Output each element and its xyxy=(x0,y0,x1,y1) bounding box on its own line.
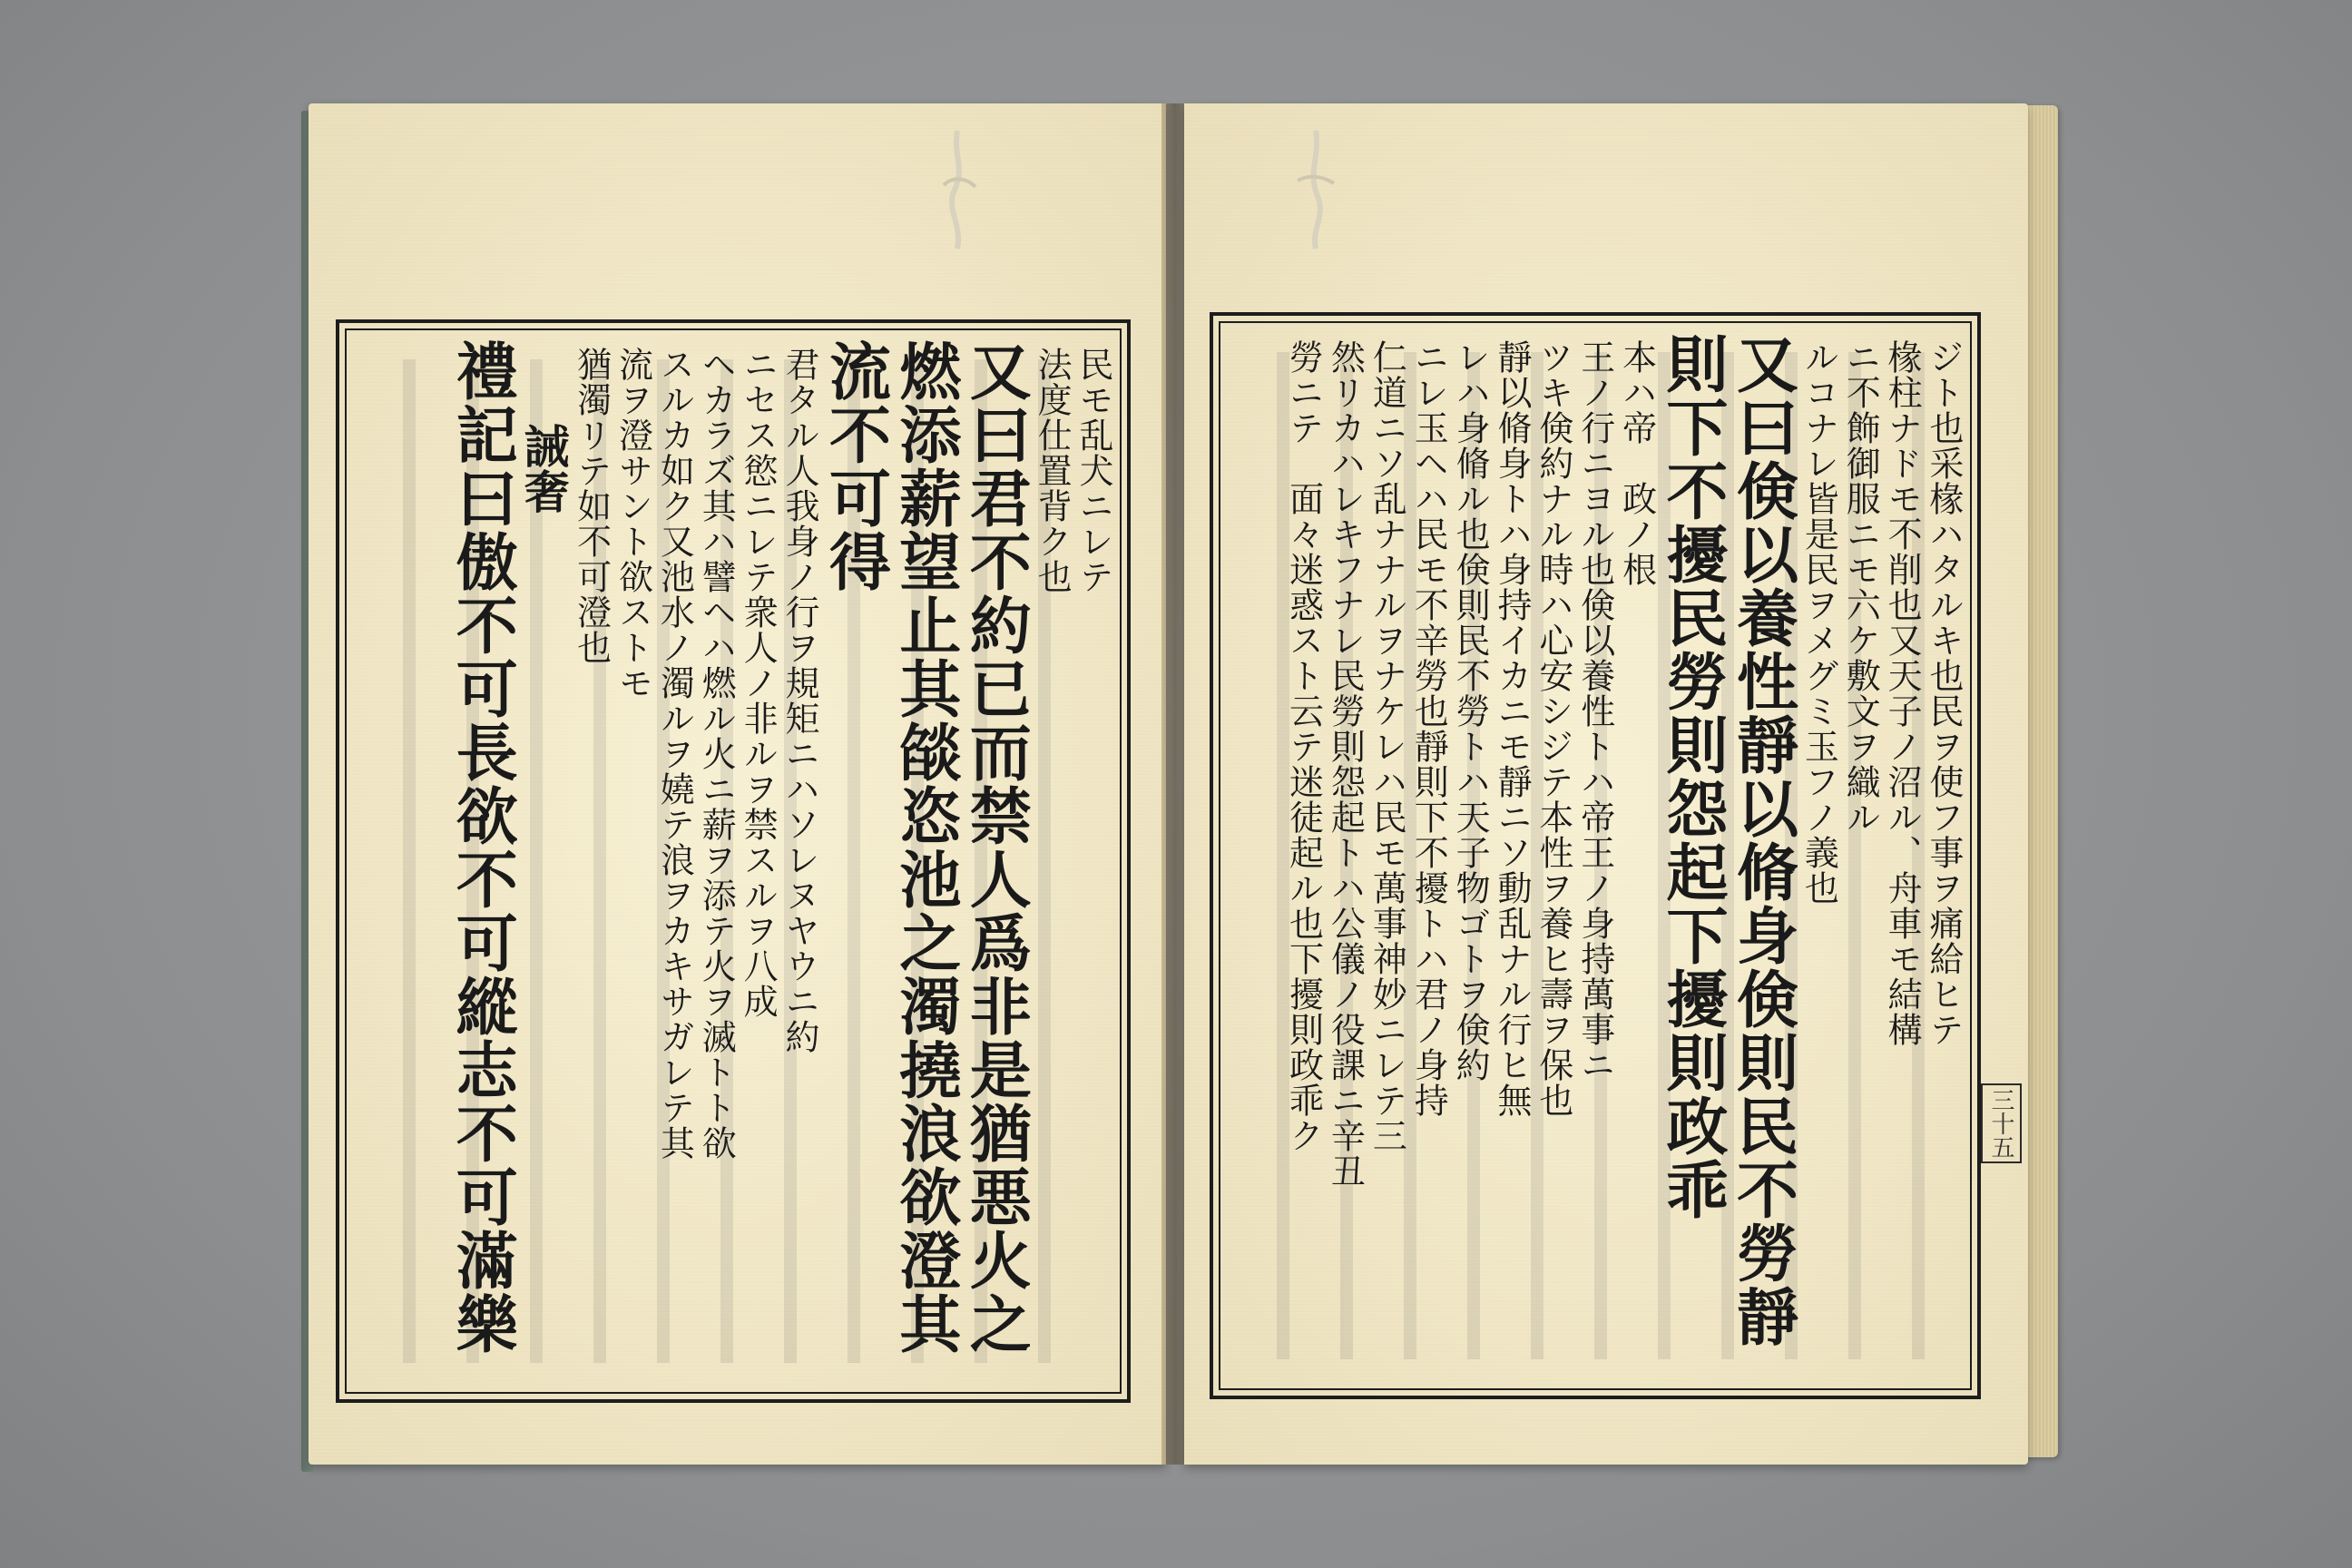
text-column: ニ不飾御服ニモ六ケ敷文ヲ織ル xyxy=(1840,339,1881,835)
text-column: 則下不擾民勞則怨起下擾則政乖 xyxy=(1656,332,1730,1221)
text-column: ルコナレ皆是民ヲメグミ玉フノ義也 xyxy=(1798,339,1839,906)
text-column: 又曰君不約已而禁人爲非是猶悪火之 xyxy=(959,339,1033,1356)
right-text-columns xyxy=(1230,332,1964,1379)
open-book xyxy=(309,98,2042,1486)
text-column: 靜以脩身トハ身持イカニモ靜ニソ動乱ナル行ヒ無 xyxy=(1491,339,1532,1118)
text-column: 猶濁リテ如不可澄也 xyxy=(571,347,612,665)
text-column: ヘカラズ其ハ譬ヘハ燃ル火ニ薪ヲ添テ火ヲ滅トト欲 xyxy=(696,347,737,1161)
left-page xyxy=(309,103,1166,1465)
text-column: ジト也采椽ハタルキ也民ヲ使フ事ヲ痛給ヒテ xyxy=(1924,339,1964,1047)
text-column: 民モ乱犬ニレテ xyxy=(1073,347,1113,594)
text-column: 勞ニテ 面々迷惑スト云テ迷徒起ル也下擾則政乖ク xyxy=(1283,339,1324,1153)
text-column: 誡奢 xyxy=(516,423,571,514)
text-column: ニセス慾ニレテ衆人ノ非ルヲ禁スルヲ八成 xyxy=(738,347,779,1019)
text-column: ニレ玉ヘハ民モ不辛勞也靜則下不擾トハ君ノ身持 xyxy=(1408,339,1449,1118)
text-column: ツキ倹約ナル時ハ心安シジテ本性ヲ養ヒ壽ヲ保也 xyxy=(1533,339,1573,1118)
text-column: 流不可得 xyxy=(818,339,892,593)
text-column: スルカ如ク又池水ノ濁ルヲ嬈テ浪ヲカキサガレテ其 xyxy=(654,347,695,1161)
left-text-columns xyxy=(356,339,1111,1383)
binding-thread-icon xyxy=(1284,131,1348,249)
text-column: 燃添薪望止其燄恣池之濁撓浪欲澄其 xyxy=(888,339,962,1356)
text-column: 禮記曰傲不可長欲不可縱志不可滿樂 xyxy=(446,339,519,1356)
text-column: 本ハ帝 政ノ根 xyxy=(1616,339,1657,587)
text-column: 王ノ行ニヨル也倹以養性トハ帝王ノ身持萬事ニ xyxy=(1574,339,1615,1083)
text-column: 仁道ニソ乱ナナルヲナケレハ民モ萬事神妙ニレテ三 xyxy=(1367,339,1407,1153)
left-text-frame xyxy=(336,319,1131,1403)
text-column: 流ヲ澄サント欲ストモ xyxy=(612,347,653,701)
text-column: 又曰倹以養性靜以脩身倹則民不勞靜 xyxy=(1726,332,1799,1348)
text-column: 君タル人我身ノ行ヲ規矩ニハソレヌヤウニ約 xyxy=(779,347,820,1054)
page-number-mark: 三十五 xyxy=(1981,1083,2022,1163)
book-page-edges xyxy=(2024,105,2058,1457)
text-column: レハ身脩ル也倹則民不勞トハ天子物ゴトヲ倹約 xyxy=(1450,339,1491,1083)
binding-thread-icon xyxy=(926,131,989,249)
text-column: 椽柱ナドモ不削也又天子ノ沼ル、舟車モ結構 xyxy=(1882,339,1923,1047)
text-column: 然リカハレキフナレ民勞則怨起トハ公儀ノ役課ニ辛丑 xyxy=(1325,339,1366,1189)
right-text-frame xyxy=(1210,312,1981,1399)
text-column: 法度仕置背ク也 xyxy=(1032,347,1073,594)
right-page xyxy=(1184,103,2028,1465)
